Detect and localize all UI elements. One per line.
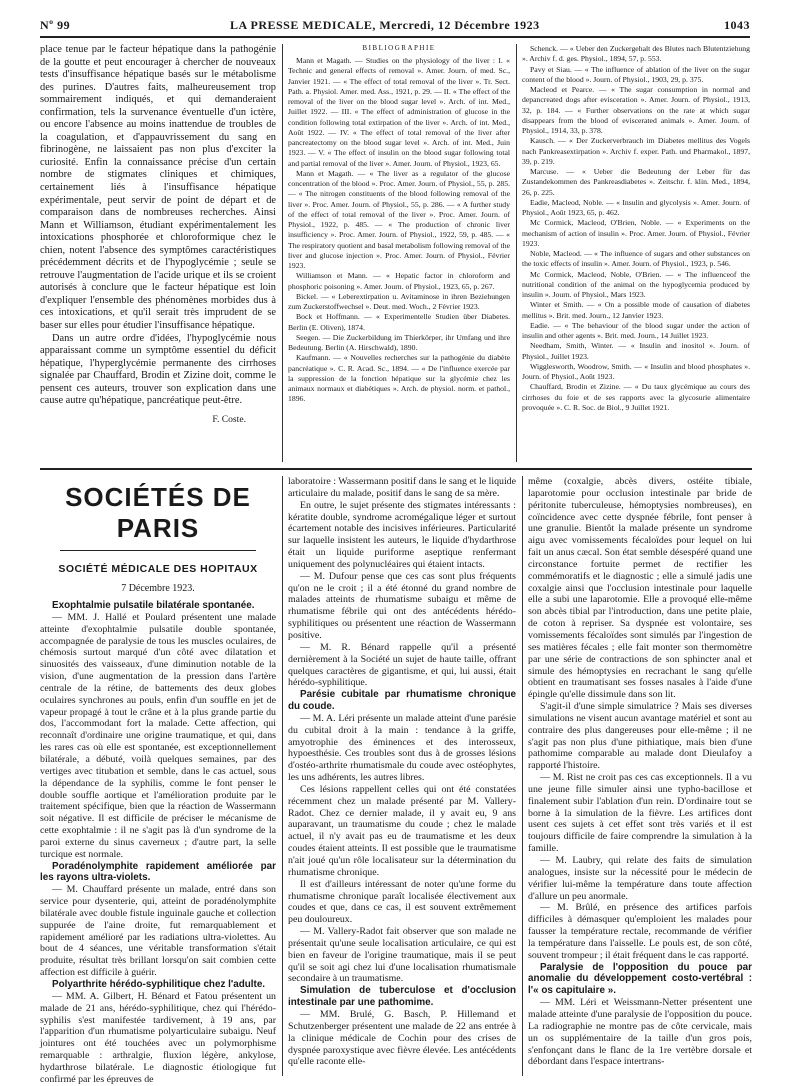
reference: Bock et Hoffmann. — « Experimentelle Studien über Diabetes. Berlin (E. Oliven), 1874. [288,312,510,332]
reference: Kausch. — « Der Zuckerverbrauch im Diabetes mellitus des Vogels nach Pankreasextirpation ». Archiv f. exper. Path. und Pharmakol., 1897, 39, p. 219. [522,136,750,166]
author-signature: F. Coste. [212,413,246,425]
reference: Marcuse. — « Ueber die Bedeutung der Leber für das Zustandekommen des Pankreasdiabetes ». Zeitschr. f. klin. Med., 1894, 26, p. 225. [522,167,750,197]
reference: Mc Cormick, Macleod, O'Brien, Noble. — « Experiments on the mechanism of action of insulin ». Proc. Amer. Journ. of Physiol., Février 1923. [522,218,750,248]
case-paragraph: laboratoire : Wassermann positif dans le sang et le liquide articulaire du malade, positif dans le sang de sa mère. [288,476,517,499]
case-paragraph: — MM. A. Gilbert, H. Bénard et Fatou présentent un malade de 21 ans, hérédo-syphilitique, chez qui l'hérédo-syphilis s'est manifestée tardivement, à 19 ans, par l'apparition d'un rhumatisme polyarticulaire subaigu. Neuf jointures ont été touchées avec un polymorphisme remarquable : arthralgie, fluxion légère, ankylose, hydarthrose bilatérale. Le diagnostic étiologique fut confirmé par les épreuves de [40,990,276,1085]
reference: Kaufmann. — « Nouvelles recherches sur la pathogénie du diabète pancréatique ». C. R. Acad. Sc., 1894. — « De l'influence exercée par la suppression de la fonction hépatique sur la glycémie chez les animaux normaux et diabétiques ». Arch. de physiol. norm. et pathol., 1896. [288,353,510,404]
column-divider [282,44,283,462]
reference: Mann et Magath. — Studies on the physiology of the liver : I. « Technic and general effects of removal ». Amer. Journ. of med. Sc., Janvier 1921. — « The effect of total removal of the liver ». Tr. Sect. Path. a. Physiol. Amer. med. Ass., 1921, p. 29. — II. « The effect of the removal of the liver on the blood sugar level ». Arch. of int. Med., Juillet 1922. — III. « The effect of administration of glucose in the condition following total extirpation of the liver ». Arch. of int. Med., Août 1922. — IV. « The effect of total removal of the liver after pancreatectomy on the blood sugar level ». Arch. of int. Med., Juin 1923. — V. « The effect of insulin on the blood sugar following total and partial removal of the liver ». Amer. Journ. of Physiol., 1923, 65. [288,56,510,168]
case-paragraph: Ces lésions rappellent celles qui ont été constatées récemment chez un malade présenté par M. Vallery-Radot. Chez ce dernier malade, il y avait eu, 9 ans auparavant, un traumatisme du coude ; chez le malade actuel, il n'y avait pas eu de traumatisme et les deux coudes étaient atteints. Il est possible que le traumatisme n'ait joué qu'un rôle localisateur sur la détermination du rhumatisme chronique. [288,783,516,878]
case-paragraph: — M. Chauffard présente un malade, entré dans son service pour dysenterie, qui, atteint de poradénolymphite bilatérale avec double fistule inguinale gauche et collection suppurée de l'aine droite, fut remarquablement et rapidement amélioré par les radiations ultra-violettes. Au bout de 4 séances, une véritable transformation s'était produite, résultat très brillant lorsqu'on sait combien cette affection est difficile à guérir. [40,884,276,979]
bibliography-column-right [522,44,750,464]
reference: Eadie. — « The behaviour of the blood sugar under the action of insulin and other agents ». Brit. med. Journ., 14 Juillet 1923. [522,320,750,340]
column-divider [522,476,523,1076]
column-divider [516,44,517,462]
case-paragraph: — M. A. Léri présente un malade atteint d'une parésie du cubital droit à la main : tendance à la griffe, amyotrophie des éminences et des interosseux, hypoesthésie. Ces troubles sont dus à de grosses lésions d'ostéo-arthrite rhumatismale du coude avec ostéophytes, les uns adhérents, les autres libres. [288,712,516,784]
case-paragraph: S'agit-il d'une simple simulatrice ? Mais ses diverses simulations ne visent aucun avantage matériel et sont au contraire des plus dangereuses pour elle-même ; il ne s'agit pas non plus d'une pithiatique, mais bien d'une pathomime comparable au malade dont Dieulafoy a rapporté l'histoire. [528,701,752,772]
reference: Wigglesworth, Woodrow, Smith. — « Insulin and blood phosphates ». Journ. of Physiol., Août 1923. [522,361,750,381]
reference: Noble, Macleod. — « The influence of sugars and other substances on the toxic effects of insulin ». Amer. Journ. of Physiol., 1923, p. 546. [522,249,750,269]
reference: Mann et Magath. — « The liver as a regulator of the glucose concentration of the blood ». Proc. Amer. Journ. of Physiol., 55, p. 285. — « The nitrogen constituents of the blood following removal of the liver ». Proc. Amer. Journ. of Physiol., 55, p. 286. — « A further study of the effect of total removal of the liver ». Proc. Amer. Journ. of Physiol., 1922, p. 485. — « The production of chronic liver insufficiency ». Proc. Amer. Journ. of Physiol., 1922, 59, p. 485. — « The respiratory quotient and basal metabolism following removal of the liver and glucose injection ». Proc. Amer. Journ. of Physiol., Février 1923. [288,168,510,270]
reference: Eadie, Macleod, Noble. — « Insulin and glycolysis ». Amer. Journ. of Physiol., Août 1923, 65, p. 462. [522,197,750,217]
case-heading: Simulation de tuberculose et d'occlusion intestinale par une pathomime. [288,985,516,1009]
reference: Seegen. — Die Zuckerbildung im Thierkörper, ihr Umfang und ihre Bedeutung. Berlin (A. Hirschwald), 1890. [288,332,510,352]
article-paragraph: place tenue par le facteur hépatique dans la pathogénie de la goutte et peut encourager à chercher de nouveaux tests d'insuffisance hépatique basés sur le métabolisme des purines. D'autres faits, malheureusement trop sommairement indiqués, et qui demanderaient confirmation, tels la survenance éventuelle d'un ictère, ou encore l'absence au moins inattendue de troubles de la coagulation, et d'appauvrissement du sang en fibrinogène, ne laissaient pas non plus d'exciter la curiosité. Enfin la connaissance précise d'un certain nombre de stigmates cliniques et chimiques, certainement liés à l'insuffisance hépatique expérimentale, peut servir de point de départ et de comparaison dans de nombreuses recherches. Ainsi Mann et Williamson, étudiant expérimentalement les intoxications phosphorée et chloroformique chez le chien, notent l'absence des symptômes caractéristiques précédemment décrits et de l'hypoglycémie ; seule se retrouve l'augmentation de l'acide urique et ils se croient autorisés à conclure que le facteur hépatique est loin d'expliquer l'ensemble des phénomènes morbides dus à ces intoxications, et qu'il serait très imprudent de se baser sur elles pour étudier l'insuffisance hépatique. [40,44,276,332]
case-paragraph: — MM. J. Hallé et Poulard présentent une malade atteinte d'exophtalmie pulsatile double spontanée, accompagnée de paralysie de tous les muscles oculaires, de chémosis surtout marqué d'un côté avec dilatation et sinuosités des vaisseaux, d'une diminution notable de la vision, d'une augmentation de la pression dans l'artère centrale de la rétine, de battements des deux globes oculaires synchrones au pouls, enfin d'un souffle en jet de vapeur propagé à tout le crâne et à la plus grande partie du dos, l'accommodant fort la malade. Cette affection, qui reconnaît d'ordinaire une origine traumatique, et qui, dans les rares cas où elle est spontanée, est exceptionnellement bilatérale, a débuté, voilà quelques semaines, par des vertiges avec titubation et semble, dans le cas actuel, sous la dépendance de la syphilis, comme le font penser le double souffle aortique et l'amélioration produite par le traitement spécifique, bien que la réaction de Wassermann soit négative. Il est difficile de préciser le mécanisme de cette exophtalmie : il ne s'agit pas là d'un syndrome de la paroi externe du sinus caverneux ; d'autre part, la selle turcique est normale. [40,611,276,860]
case-heading: Polyarthrite hérédo-syphilitique chez l'adulte. [52,979,266,990]
case-paragraph: — M. R. Bénard rappelle qu'il a présenté dernièrement à la Société un sujet de haute taille, offrant quelques caractères de gigantisme, et qui, lui aussi, était hérédo-syphilitique. [288,641,516,689]
article-paragraph: Dans un autre ordre d'idées, l'hypoglycémie nous apparaissant comme un symptôme essentiel du déficit hépatique, l'hyperglycémie permanente des cirrhoses signalée par Chauffard, Brodin et Zizine doit, comme le pensent ces auteurs, trouver son explication dans une cause autre qu'hépatique, pancréatique peut-être. [40,332,276,407]
reference: Winter et Smith. — « On a possible mode of causation of diabetes mellitus ». Brit. med. Journ., 12 Janvier 1923. [522,300,750,320]
reference: Williamson et Mann. — « Hepatic factor in chloroform and phosphoric poisoning ». Amer. Journ. of Physiol., 1923, 65, p. 267. [288,271,510,291]
reference: Pavy et Siau. — « The influence of ablation of the liver on the sugar content of the blood ». Journ. of Physiol., 1903, 29, p. 375. [522,64,750,84]
case-paragraph: Il est d'ailleurs intéressant de noter qu'une forme du rhumatisme chronique paraît localisée électivement aux coudes et que, dans ce cas, il est souvent extrêmement peu douloureux. [288,878,516,926]
case-paragraph: — M. Brûlé, en présence des artifices parfois difficiles à démasquer qu'emploient les malades pour fausser la température rectale, recommande de vérifier la température dans l'aisselle. Le pouls est, de son côté, souvent trompeur ; il était fréquent dans le cas rapporté. [528,902,752,961]
top-left-column [40,44,276,464]
page-header [40,16,750,38]
page-number: Nº 99 [40,18,71,32]
case-paragraph: — M. Rist ne croit pas ces cas exceptionnels. Il a vu une jeune fille simuler ainsi une typho-bacillose et finalement subir l'ablation d'un rein. D'ordinaire tout se borne à la simulation de la fièvre. Les artifices dont usent ces sujets à cet effet sont très variés et il est toujours difficile de faire comprendre la simulation à la famille. [528,772,752,855]
societes-left-column [40,476,276,1085]
case-heading: Poradénolymphite rapidement améliorée par les rayons ultra-violets. [40,860,276,884]
case-heading: Paralysie de l'opposition du pouce par anomalie du développement costo-vertébral : l'« os capitulaire ». [528,961,752,997]
case-heading: Parésie cubitale par rhumatisme chronique du coude. [288,689,516,713]
title-rule [60,550,256,551]
case-paragraph: — M. Vallery-Radot fait observer que son malade ne présentait qu'une seule localisation articulaire, ce qui est bien en faveur de l'origine traumatique, mais il se peut qu'il se soit agi chez lui d'une localisation rhumatismale secondaire à un traumatisme. [288,926,516,985]
section-title: SOCIÉTÉS DE PARIS [65,482,251,543]
reference: Schenck. — « Ueber den Zuckergehalt des Blutes nach Blutentziehung ». Archiv f. d. ges. Physiol., 1894, 57, p. 553. [522,44,750,64]
case-paragraph: En outre, le sujet présente des stigmates intéressants : kératite double, syndrome acromégalique léger et surtout écartement notable des incisives inférieures. Particularité sur laquelle insistent les auteurs, le liquide d'hydarthrose était un liquide puriforme aseptique renfermant uniquement des polynucléaires qui étaient intacts. [288,499,516,570]
bibliography-label: BIBLIOGRAPHIE [362,44,436,52]
case-paragraph: — MM. Brulé, G. Basch, P. Hillemand et Schutzenberger présentent une malade de 22 ans entrée à la clinique médicale de Cochin pour des crises de dyspnée paroxystique avec fièvre élevée. Les antécédents qu'elle raconte elle- [288,1008,516,1068]
reference: Macleod et Pearce. — « The sugar consumption in normal and depancreated dogs after evisceration ». Amer. Journ. of Physiol., 1913, 32, p. 184. — « Further observations on the rate at which sugar disappears from the blood of eviscerated animals ». Amer. Journ. of Physiol., 1914, 33, p. 378. [522,85,750,135]
page-number-right: 1043 [724,18,750,32]
column-divider [282,476,283,1076]
case-paragraph: même (coxalgie, abcès divers, ostéite tibiale, laparotomie pour occlusion intestinale par bride de péritonite tuberculeuse, hémoptysies nombreuses), en coïncidence avec cette dyspnée fébrile, font penser à une granulie. Bientôt la malade présente un syndrome aigu avec vomissements fécaloïdes pour lequel on lui fait un anus cæcal. Son état semble désespéré quand une circonstance fortuite permet de rectifier les commémoratifs et le diagnostic ; elle a simulé jadis une coxalgie ainsi que l'occlusion intestinale pour laquelle elle a subi une laparotomie. Elle a provoqué elle-même son abcès tibial par l'introduction, dans une petite plaie, de coton à repriser. Sa dyspnée est volontaire, ses vomissements fécaloïdes sont simulés par l'ingestion de ses matières fécales ; elle fait monter son thermomètre par une série de contractions de son sphincter anal et simule des hémoptysies en recrachant le sang qu'elle obtient en traumatisant ses fosses nasales à l'aide d'une épingle qu'elle dissimule dans son lit. [528,476,752,701]
bibliography-column [288,44,510,464]
case-paragraph: — MM. Léri et Weissmann-Netter présentent une malade atteinte d'une paralysie de l'opposition du pouce. La radiographie ne montre pas de côte cervicale, mais un os supplémentaire de la taille d'un gros pois, s'enfonçant dans le flanc de la 1re vertèbre dorsale et débordant dans l'espace intertrans- [528,997,752,1068]
reference: Chauffard, Brodin et Zizine. — « Du taux glycémique au cours des cirrhoses du foie et de ses rapports avec la glycosurie alimentaire provoquée ». C. R. Soc. de Biol., 9 Juillet 1921. [522,382,750,412]
section-divider [40,468,752,470]
societes-right-column [528,476,752,1076]
case-paragraph: — M. Laubry, qui relate des faits de simulation analogues, insiste sur la nécessité pour le médecin de vérifier lui-même la température dans toute affection d'allure un peu anormale. [528,855,752,902]
case-paragraph: — M. Dufour pense que ces cas sont plus fréquents qu'on ne le croit ; il a été étonné du grand nombre de malades atteints de rhumatisme subaigu et même de rhumatisme fébrile qui ont des antécédents hérédo-syphilitiques ou présentent une réaction de Wassermann positive. [288,570,516,641]
societes-middle-column [288,476,516,1076]
session-date: 7 Décembre 1923. [121,583,195,594]
reference: Bickel. — « Leberextirpation u. Avitaminose in ihren Beziehungen zum Zuckerstoffwechsel ». Deut. med. Woch., 2 Février 1923. [288,291,510,311]
case-heading: Exophtalmie pulsatile bilatérale spontanée. [52,600,255,611]
reference: Mc Cormick, Macleod, Noble, O'Brien. — « The influenceof the nutritional condition of the animal on the hypoglycemia produced by insulin ». Journ. of Physiol., Mars 1923. [522,269,750,299]
journal-title: LA PRESSE MEDICALE, Mercredi, 12 Décembre 1923 [230,18,540,32]
reference: Needham, Smith, Winter. — « Insulin and inositol ». Journ. of Physiol., Juillet 1923. [522,341,750,361]
society-name: SOCIÉTÉ MÉDICALE DES HOPITAUX [58,563,258,575]
